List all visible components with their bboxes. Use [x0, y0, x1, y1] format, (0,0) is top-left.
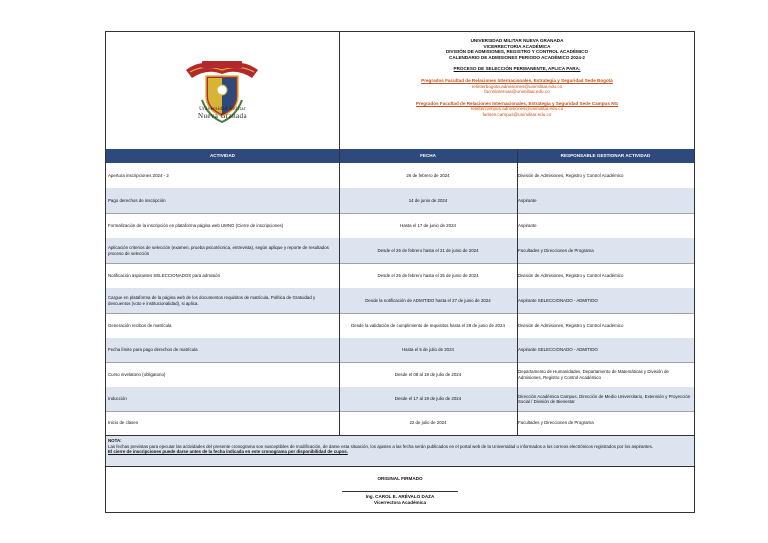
logo-cell: [106, 32, 340, 149]
column-divider: [339, 149, 340, 435]
activity-cell: Generación recibos de matrícula: [108, 322, 172, 328]
responsible-cell: Departamento de Humanidades, Departamento de Matemáticas y División de Admisiones, Registro y Control Académico: [518, 369, 669, 380]
table-row: [106, 387, 694, 412]
email-campus-admissions[interactable]: relintercampus.admisiones@unimilitar.edu.co: [470, 106, 564, 112]
table-header: [106, 149, 694, 163]
date-cell: Desde el 08 al 19 de julio de 2024: [394, 371, 462, 377]
table-row: [106, 313, 694, 339]
email-bogota-faculty[interactable]: facrelinternas@unimilitar.edu.co: [484, 89, 550, 95]
responsible-cell: División de Admisiones, Registro y Control Académico: [518, 322, 624, 328]
activity-cell: Fecha límite para pago derechos de matrícula: [108, 347, 198, 353]
activity-cell: Cargue en plataforma de la página web de los documentos requisitos de matrícula, Política de Gratuidad y descuentos (voto e institucionalidad), si aplica.: [108, 295, 316, 306]
column-header-activity: ACTIVIDAD: [209, 153, 235, 158]
activity-cell: Notificación aspirantes SELECCIONADOS para admisión: [108, 272, 221, 278]
responsible-cell: División de Admisiones, Registro y Control Académico: [518, 272, 624, 278]
date-cell: Hasta el 17 de junio de 2024: [400, 222, 456, 228]
signer-role: Vicerrectora Académica: [373, 500, 427, 505]
date-cell: Desde la validación de cumplimiento de requisitos hasta el 28 de junio de 2024: [351, 322, 505, 328]
responsible-cell: División de Admisiones, Registro y Control Académico: [518, 172, 624, 178]
document-header: [106, 32, 694, 150]
admissions-calendar-sheet: [105, 31, 695, 513]
activity-cell: Inicio de clases: [108, 420, 139, 426]
title-line-2: VICERRECTORIA ACADÉMICA: [483, 43, 551, 49]
responsible-cell: Facultades y Direcciones de Programa: [518, 420, 594, 426]
responsible-cell: Aspirante SELECCIONADO - ADMITIDO: [518, 347, 598, 353]
program-bogota: Pregrados Facultad de Relaciones Internacionales, Estrategia y Seguridad Sede Bogotá: [421, 77, 613, 83]
date-cell: 22 de julio de 2024: [409, 420, 447, 426]
email-campus-faculty[interactable]: farises.campus@unimilitar.edu.co: [482, 111, 552, 117]
column-divider: [517, 149, 518, 435]
table-row: [106, 213, 694, 239]
title-line-3: DIVISIÓN DE ADMISIONES, REGISTRO Y CONTROL ACADÉMICO: [445, 49, 589, 55]
process-title: PROCESO DE SELECCIÓN PERMANENTE, APLICA PARA:: [453, 66, 581, 72]
responsible-cell: Dirección Académica Campus, Dirección de Medio Universitario, Extensión y Proyección Social / División de Bienestar: [518, 393, 691, 404]
activity-cell: Curso nivelatorio (obligatorio): [108, 371, 166, 377]
title-line-4: CALENDARIO DE ADMISIONES PERIODO ACADÉMICO 2024-2: [449, 54, 585, 60]
note-text: Las fechas previstas para ejecutar las actividades del presente cronograma son susceptibles de modificación, de darse esta situación, los ajustes a las fecha serán publicados en el portal web de la Universidad o informados a los correos electrónicos registrados por los aspirantes.: [108, 443, 653, 449]
activity-cell: Pago derechos de inscripción: [108, 197, 166, 203]
responsible-cell: Aspirante: [518, 222, 537, 228]
header-info: [340, 32, 694, 149]
note-block: [106, 435, 694, 467]
signer-name: Ing. CAROL E. ARÉVALO DAZA: [365, 494, 435, 499]
signature-line: [342, 491, 458, 492]
date-cell: Desde la notificación de ADMITIDO hasta el 27 de junio de 2024: [365, 297, 491, 303]
title-line-1: UNIVERSIDAD MILITAR NUEVA GRANADA: [470, 38, 564, 43]
table-row: [106, 288, 694, 314]
note-emphasis: El cierre de inscripciones puede darse antes de la fecha indicada en este cronograma por disponibilidad de cupos.: [108, 449, 348, 455]
date-cell: 26 de febrero de 2024: [406, 172, 450, 178]
column-header-responsible: RESPONSABLE GESTIONAR ACTIVIDAD: [560, 153, 651, 158]
responsible-cell: Facultades y Direcciones de Programa: [518, 247, 594, 253]
table-row: [106, 411, 694, 435]
activity-cell: Inducción: [108, 396, 127, 402]
signature-block: [106, 468, 694, 514]
table-row: [106, 163, 694, 189]
table-row: [106, 362, 694, 388]
logo-text-line-2: Nueva Granada: [198, 112, 247, 120]
program-campus: Pregrados Facultad de Relaciones Internacionales, Estrategia y Seguridad Sede Campus NG: [415, 100, 619, 106]
responsible-cell: Aspirante SELECCIONADO - ADMITIDO: [518, 297, 598, 303]
activity-cell: Formalización de la inscripción en plataforma página web UMNG (Cierre de inscripciones): [108, 222, 284, 228]
date-cell: 14 de junio de 2024: [408, 197, 448, 203]
signed-label: ORIGINAL FIRMADO: [377, 476, 423, 481]
date-cell: Desde el 26 de febrero hasta el 21 de junio de 2024: [377, 247, 479, 253]
table-row: [106, 338, 694, 363]
date-cell: Desde el 17 al 19 de julio de 2024: [394, 396, 462, 402]
logo-text-line-1: Universidad Militar: [199, 106, 246, 112]
activity-cell: Aplicación criterios de selección (examen, prueba psicotécnica, entrevista), según aplique y reporte de resultados proceso de selección: [108, 245, 329, 256]
date-cell: Desde el 26 de febrero hasta el 25 de junio de 2024: [377, 272, 479, 278]
activity-cell: Apertura inscripciones 2024 - 2: [108, 172, 169, 178]
date-cell: Hasta el 5 de julio de 2024: [402, 347, 454, 353]
table-row: [106, 263, 694, 289]
email-bogota-admissions[interactable]: relinterbogota.admisiones@unimilitar.edu.co: [471, 83, 563, 89]
university-crest-icon: [182, 52, 262, 132]
table-row: [106, 238, 694, 264]
table-row: [106, 188, 694, 214]
note-label: NOTA:: [108, 438, 122, 443]
column-header-date: FECHA: [420, 153, 436, 158]
responsible-cell: Aspirante: [518, 197, 537, 203]
